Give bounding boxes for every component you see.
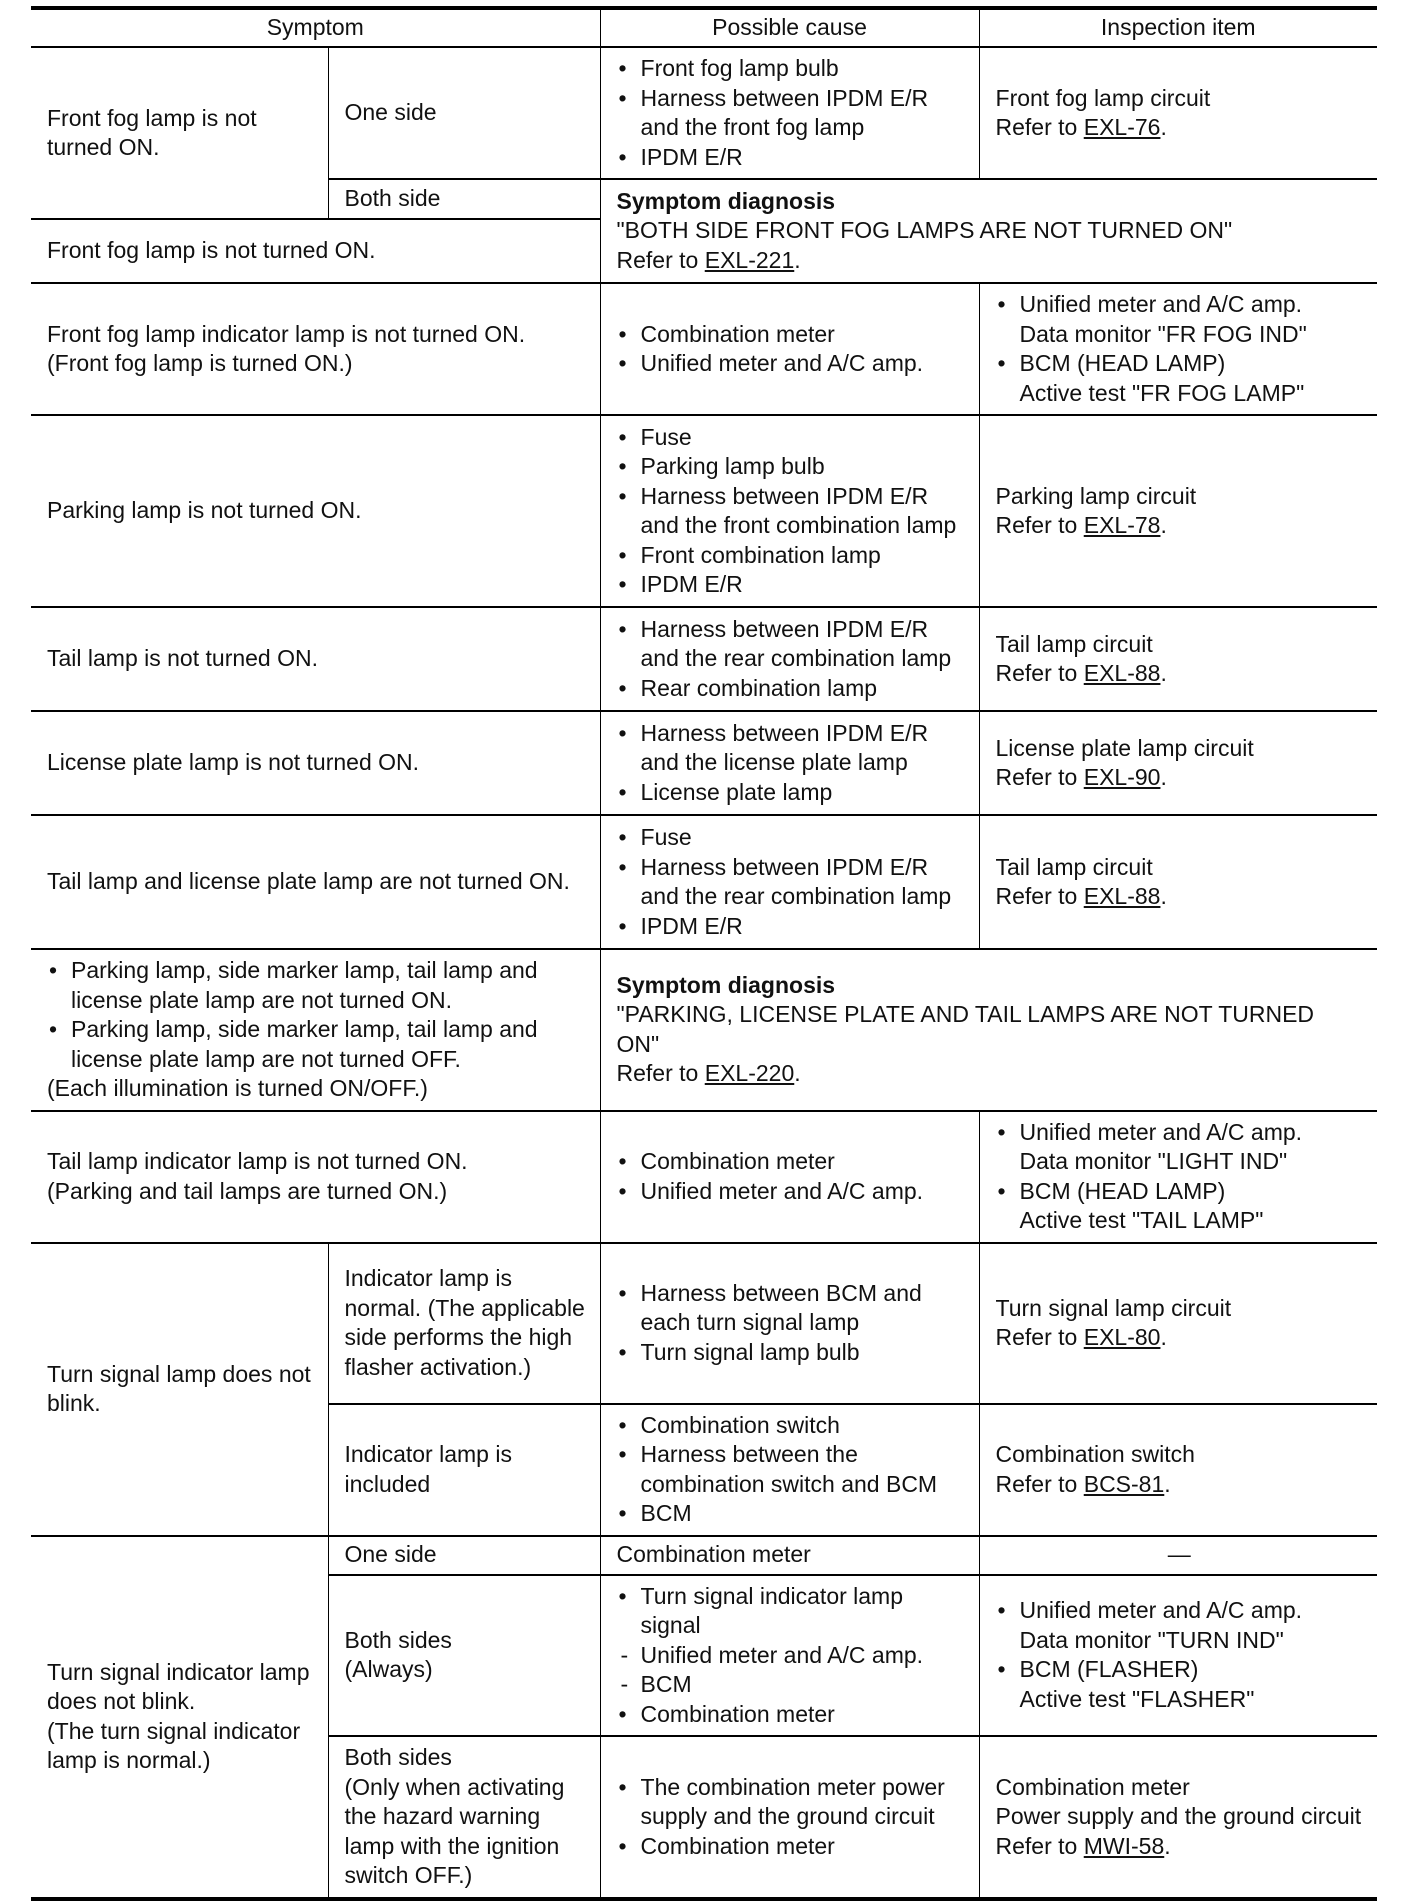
table-row	[31, 607, 1377, 711]
inspection-detail: Data monitor "TURN IND"	[1019, 1626, 1284, 1653]
list-item: • Combination meter	[617, 1832, 965, 1862]
inspection-item: • Unified meter and A/C amp.	[1019, 291, 1303, 317]
inspection-item: • BCM (FLASHER)	[1019, 1656, 1199, 1683]
inspection-detail: Data monitor "LIGHT IND"	[1019, 1148, 1288, 1174]
inspection-cell: License plate lamp circuit Refer to EXL-90.	[979, 711, 1377, 815]
list-item	[996, 290, 1364, 349]
diagnosis-cell: Symptom diagnosis "PARKING, LICENSE PLATE AND TAIL LAMPS ARE NOT TURNED ON" Refer to EXL-220.	[600, 949, 1377, 1111]
cause-list	[617, 54, 965, 172]
inspection-text: Combination switch	[995, 1441, 1195, 1467]
refer-label: Refer to	[995, 512, 1084, 538]
inspection-text: Power supply and the ground circuit	[995, 1803, 1362, 1829]
list-item: • Harness between the combination switch and BCM	[617, 1440, 965, 1499]
inspection-cell: Combination switch Refer to BCS-81.	[979, 1404, 1377, 1536]
condition-cell: Indicator lamp is normal. (The applicable side performs the high flasher activation.)	[328, 1243, 600, 1404]
inspection-list	[996, 1596, 1364, 1714]
diagnosis-title: Symptom diagnosis	[616, 971, 836, 998]
list-item: • Harness between IPDM E/R and the rear combination lamp	[617, 615, 965, 674]
refer-label: Refer to	[616, 246, 705, 273]
symptom-cell: Tail lamp is not turned ON.	[31, 607, 600, 711]
list-item: • Parking lamp, side marker lamp, tail lamp and license plate lamp are not turned ON.	[47, 956, 586, 1015]
inspection-text: Combination meter	[995, 1773, 1190, 1800]
list-item: • Rear combination lamp	[617, 674, 965, 704]
cause-cell	[600, 1404, 979, 1536]
reference-link[interactable]: EXL-88	[1083, 660, 1161, 686]
symptom-text: Turn signal indicator lamp does not blink.	[47, 1658, 310, 1714]
condition-cell: One side	[328, 1536, 600, 1575]
list-item: • Combination meter	[617, 1147, 965, 1177]
condition-text: Both sides	[344, 1744, 452, 1770]
inspection-text: Tail lamp circuit	[995, 853, 1153, 880]
inspection-cell: Combination meter Power supply and the ground circuit Refer to MWI-58.	[979, 1736, 1377, 1899]
list-item: - Unified meter and A/C amp.	[617, 1641, 965, 1671]
inspection-cell: Front fog lamp circuit Refer to EXL-76.	[979, 47, 1377, 179]
reference-link[interactable]: EXL-76	[1083, 114, 1161, 140]
cause-list	[617, 320, 965, 379]
list-item: • Harness between IPDM E/R and the rear combination lamp	[617, 853, 965, 912]
symptom-list	[47, 956, 586, 1074]
list-item: • IPDM E/R	[617, 912, 965, 942]
refer-label: Refer to	[995, 764, 1084, 790]
diagnosis-cell: Symptom diagnosis "BOTH SIDE FRONT FOG LAMPS ARE NOT TURNED ON" Refer to EXL-221.	[600, 179, 1377, 283]
symptom-cell: Turn signal lamp does not blink.	[31, 1243, 328, 1536]
cause-list	[617, 1411, 965, 1529]
inspection-text: Turn signal lamp circuit	[995, 1294, 1232, 1321]
symptom-cell	[31, 283, 600, 415]
list-item: • Unified meter and A/C amp.	[617, 1177, 965, 1207]
list-item: • The combination meter power supply and the ground circuit	[617, 1773, 965, 1832]
list-item: • Unified meter and A/C amp.	[617, 349, 965, 379]
cause-cell	[600, 1736, 979, 1899]
list-item: • Fuse	[617, 823, 965, 853]
inspection-cell	[979, 1111, 1377, 1243]
cause-cell	[600, 1111, 979, 1243]
list-item: • IPDM E/R	[617, 570, 965, 600]
symptom-note: (The turn signal indicator lamp is normal.)	[47, 1717, 301, 1773]
diagnosis-title: Symptom diagnosis	[616, 187, 836, 214]
symptom-cell	[31, 1536, 328, 1899]
inspection-item: • BCM (HEAD LAMP)	[1019, 350, 1226, 376]
symptom-cell: Front fog lamp is not turned ON.	[31, 47, 328, 219]
list-item: • Combination meter	[617, 320, 965, 350]
inspection-list	[996, 290, 1364, 408]
list-item: - BCM	[617, 1670, 965, 1700]
list-item: • Front fog lamp bulb	[617, 54, 965, 84]
header-row	[31, 8, 1377, 47]
inspection-cell: Parking lamp circuit Refer to EXL-78.	[979, 415, 1377, 607]
reference-link[interactable]: EXL-90	[1083, 764, 1161, 790]
symptom-cell	[31, 1111, 600, 1243]
inspection-detail: Active test "FLASHER"	[1019, 1685, 1255, 1712]
list-item: • Turn signal lamp bulb	[617, 1338, 965, 1368]
list-item: • BCM	[617, 1499, 965, 1529]
list-item: • License plate lamp	[617, 778, 965, 808]
refer-label: Refer to	[995, 660, 1084, 686]
condition-cell	[328, 1575, 600, 1737]
condition-note: (Only when activating the hazard warning lamp with the ignition switch OFF.)	[344, 1773, 565, 1888]
table-row	[31, 711, 1377, 815]
condition-cell: Both side	[328, 179, 600, 219]
header-possible-cause: Possible cause	[600, 8, 979, 47]
inspection-list	[996, 1118, 1364, 1236]
diagnosis-document	[31, 6, 1377, 1901]
diagnosis-text: "BOTH SIDE FRONT FOG LAMPS ARE NOT TURNED ON"	[616, 217, 1233, 244]
reference-link[interactable]: EXL-221	[704, 246, 795, 273]
refer-label: Refer to	[995, 1324, 1084, 1350]
refer-label: Refer to	[995, 883, 1084, 909]
inspection-item: • BCM (HEAD LAMP)	[1019, 1177, 1226, 1204]
inspection-detail: Data monitor "FR FOG IND"	[1019, 320, 1307, 347]
condition-note: (Always)	[344, 1656, 433, 1683]
symptom-cell: Front fog lamp is not turned ON.	[31, 219, 600, 283]
table-row	[31, 1111, 1377, 1243]
condition-cell: Indicator lamp is included	[328, 1404, 600, 1536]
table-row	[31, 949, 1377, 1111]
reference-link[interactable]: EXL-78	[1083, 512, 1161, 538]
table-row	[31, 1243, 1377, 1404]
list-item: • Combination meter	[617, 1700, 965, 1730]
list-item: • Turn signal indicator lamp signal	[617, 1582, 965, 1641]
cause-cell	[600, 1243, 979, 1404]
inspection-cell	[979, 283, 1377, 415]
inspection-text: Front fog lamp circuit	[995, 84, 1211, 111]
table-row	[31, 415, 1377, 607]
inspection-text: Tail lamp circuit	[995, 630, 1153, 657]
inspection-text: Parking lamp circuit	[995, 482, 1197, 509]
inspection-cell: Turn signal lamp circuit Refer to EXL-80.	[979, 1243, 1377, 1404]
inspection-text: License plate lamp circuit	[995, 734, 1254, 761]
reference-link[interactable]: MWI-58	[1083, 1832, 1165, 1859]
reference-link[interactable]: EXL-80	[1083, 1324, 1161, 1350]
refer-label: Refer to	[995, 1832, 1084, 1859]
symptom-note: (Each illumination is turned ON/OFF.)	[47, 1075, 428, 1101]
symptom-cell: Parking lamp is not turned ON.	[31, 415, 600, 607]
reference-link[interactable]: EXL-220	[704, 1060, 795, 1087]
header-symptom: Symptom	[31, 8, 600, 47]
list-item: • Harness between IPDM E/R and the license plate lamp	[617, 719, 965, 778]
table-row	[31, 1536, 1377, 1575]
list-item: • Combination switch	[617, 1411, 965, 1441]
condition-text: Both sides	[344, 1626, 452, 1653]
inspection-cell: Tail lamp circuit Refer to EXL-88.	[979, 607, 1377, 711]
table-row	[31, 283, 1377, 415]
reference-link[interactable]: BCS-81	[1083, 1470, 1165, 1497]
table-row	[31, 47, 1377, 179]
list-item: • Front combination lamp	[617, 541, 965, 571]
cause-cell	[600, 711, 979, 815]
symptom-text: Front fog lamp indicator lamp is not turned ON.	[47, 320, 526, 347]
refer-label: Refer to	[995, 1470, 1084, 1497]
list-item	[996, 1177, 1364, 1236]
cause-list	[617, 823, 965, 941]
cause-list	[617, 423, 965, 600]
list-item: • Harness between BCM and each turn signal lamp	[617, 1279, 965, 1338]
refer-label: Refer to	[995, 114, 1084, 140]
symptom-text: Tail lamp indicator lamp is not turned ON.	[47, 1148, 468, 1174]
symptom-cell: License plate lamp is not turned ON.	[31, 711, 600, 815]
list-item	[996, 1655, 1364, 1714]
refer-label: Refer to	[616, 1060, 705, 1087]
cause-cell	[600, 815, 979, 949]
list-item: • Harness between IPDM E/R and the front combination lamp	[617, 482, 965, 541]
cause-list	[617, 1147, 965, 1206]
inspection-item: • Unified meter and A/C amp.	[1019, 1118, 1303, 1145]
condition-cell: One side	[328, 47, 600, 179]
list-item	[996, 349, 1364, 408]
list-item: • Fuse	[617, 423, 965, 453]
cause-list	[617, 1582, 965, 1730]
reference-link[interactable]: EXL-88	[1083, 883, 1161, 909]
cause-cell	[600, 1575, 979, 1737]
symptom-table	[31, 6, 1377, 1901]
table-row	[31, 815, 1377, 949]
list-item	[996, 1596, 1364, 1655]
list-item: • IPDM E/R	[617, 143, 965, 173]
cause-cell: Combination meter	[600, 1536, 979, 1575]
inspection-item: • Unified meter and A/C amp.	[1019, 1597, 1303, 1624]
symptom-cell: Tail lamp and license plate lamp are not turned ON.	[31, 815, 600, 949]
inspection-detail: Active test "FR FOG LAMP"	[1019, 379, 1305, 406]
list-item: • Parking lamp, side marker lamp, tail lamp and license plate lamp are not turned OFF.	[47, 1015, 586, 1074]
cause-list	[617, 719, 965, 808]
list-item: • Parking lamp bulb	[617, 452, 965, 482]
cause-list	[617, 615, 965, 704]
header-inspection-item: Inspection item	[979, 8, 1377, 47]
diagnosis-text: "PARKING, LICENSE PLATE AND TAIL LAMPS ARE NOT TURNED ON"	[616, 1001, 1315, 1057]
list-item	[996, 1118, 1364, 1177]
inspection-detail: Active test "TAIL LAMP"	[1019, 1207, 1264, 1233]
cause-cell	[600, 283, 979, 415]
inspection-cell: Tail lamp circuit Refer to EXL-88.	[979, 815, 1377, 949]
inspection-cell: —	[979, 1536, 1377, 1575]
cause-cell	[600, 47, 979, 179]
cause-list	[617, 1773, 965, 1862]
symptom-note: (Parking and tail lamps are turned ON.)	[47, 1177, 448, 1204]
inspection-cell	[979, 1575, 1377, 1737]
list-item: • Harness between IPDM E/R and the front fog lamp	[617, 84, 965, 143]
cause-cell	[600, 415, 979, 607]
symptom-cell	[31, 949, 600, 1111]
cause-cell	[600, 607, 979, 711]
condition-cell	[328, 1736, 600, 1899]
symptom-note: (Front fog lamp is turned ON.)	[47, 350, 353, 376]
cause-list	[617, 1279, 965, 1368]
